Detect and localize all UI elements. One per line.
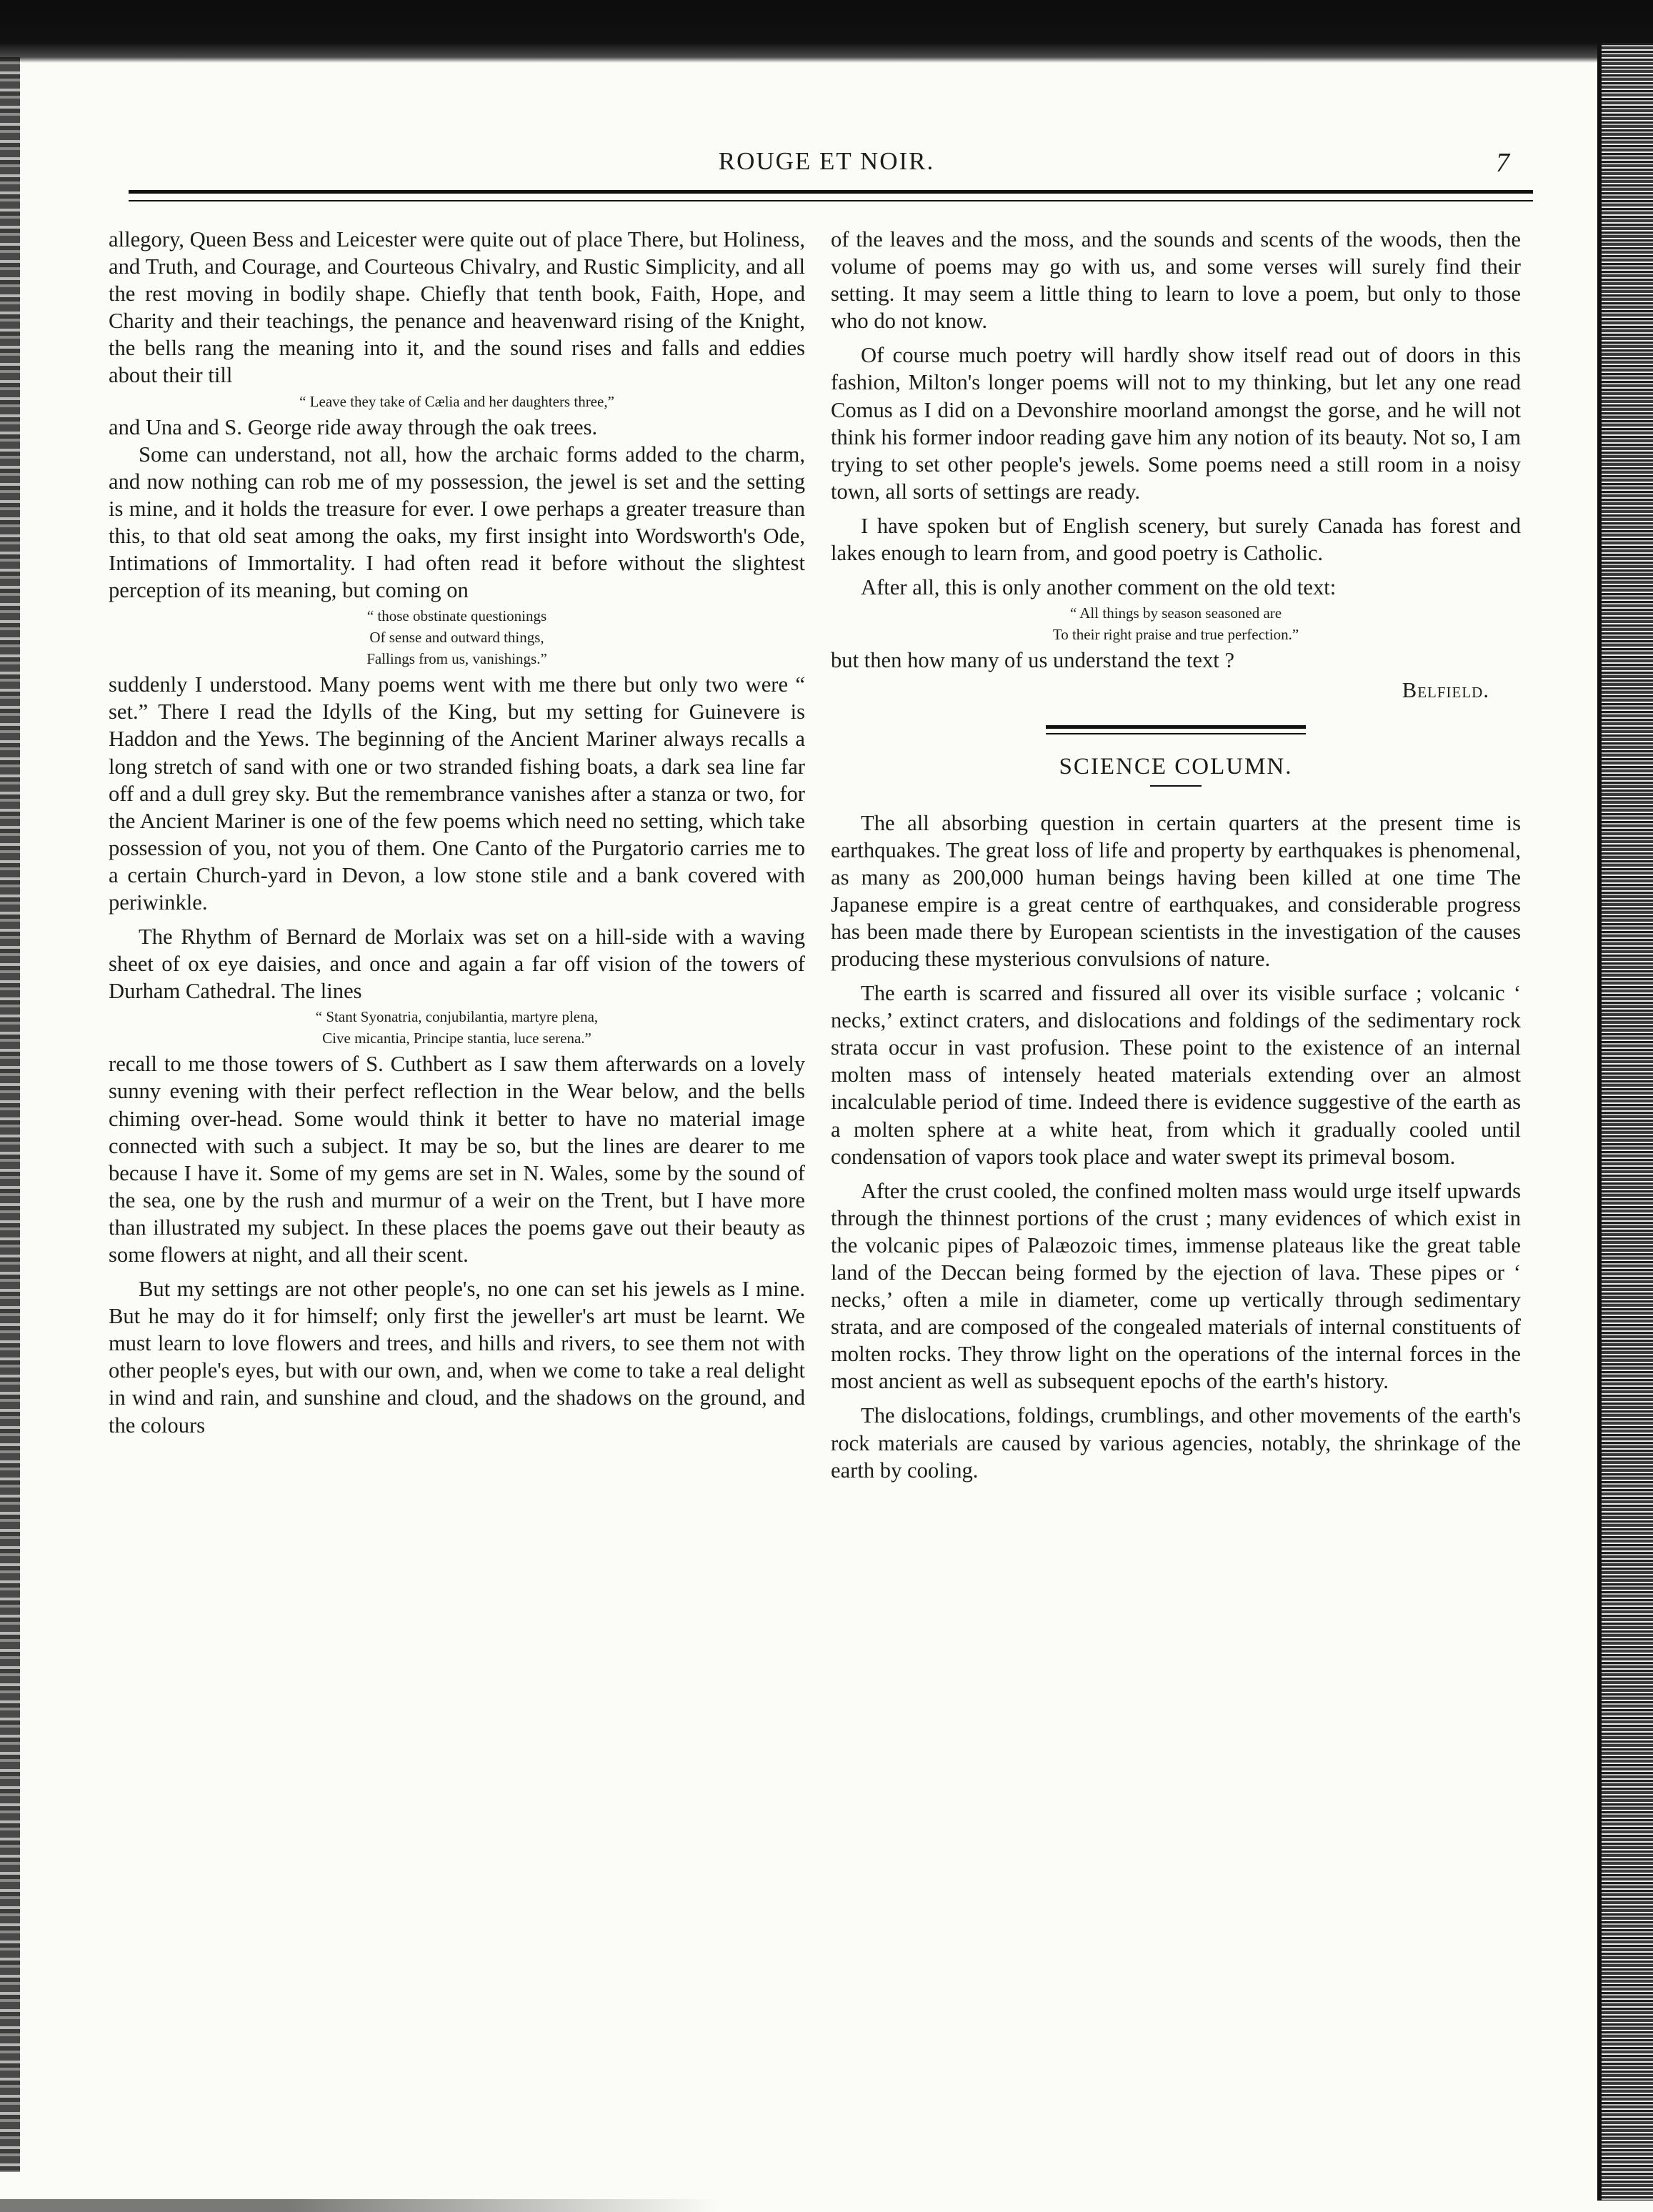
paragraph: The Rhythm of Bernard de Morlaix was set on a hill-side with a waving sheet of ox eye daisies, and once and again a far off vision of the towers of Durham Cathedral. The lines [109, 925, 805, 1004]
paragraph: I have spoken but of English scenery, but surely Canada has forest and lakes enough to learn from, and good poetry is Catholic. [831, 513, 1521, 566]
section-title: SCIENCE COLUMN. [1059, 754, 1293, 780]
verse-quote [831, 602, 1521, 645]
verse-line: “ All things by season seasoned are [1069, 604, 1282, 622]
running-header: ROUGE ET NOIR. [718, 147, 935, 175]
page-number: 7 [1496, 148, 1509, 178]
paragraph: allegory, Queen Bess and Leicester were quite out of place There, but Holiness, and Truth, and Courage, and Courteous Chivalry, and Rustic Simplicity, and all the rest moving in bodily shape. Chiefly that tenth book, Faith, Hope, and Charity and their teachings, the penance and heavenward rising of the Knight, the bells rang the meaning into it, and the sound rises and falls and eddies about their till [109, 227, 805, 388]
verse-quote [109, 605, 805, 669]
paragraph: After the crust cooled, the confined molten mass would urge itself upwards through the thinnest portions of the crust ; many evidences of which exist in the volcanic pipes of Palæozoic times, immense plateaus like the great table land of the Deccan being formed by the ejection of lava. These pipes or ‘ necks,’ often a mile in diameter, come up vertically through sedimentary strata, and are composed of the congealed materials of internal constituents of molten rocks. They throw light on the operations of the internal forces in the most ancient as well as subsequent epochs of the earth's history. [831, 1178, 1521, 1394]
paragraph: recall to me those towers of S. Cuthbert as I saw them afterwards on a lovely sunny evening with their perfect reflection in the Wear below, and the bells chiming over-head. Some would think it better to have no material image connected with such a subject. It may be so, but the lines are dearer to me because I have it. Some of my gems are set in N. Wales, some by the sound of the sea, one by the rush and murmur of a weir on the Trent, but I have more than illustrated my subject. In these places the poems gave out their beauty as some flowers at night, and all their scent. [109, 1052, 805, 1267]
verse-line: “ Leave they take of Cælia and her daughters three,” [299, 392, 614, 410]
paragraph: After all, this is only another comment on the old text: [861, 575, 1337, 600]
verse-quote [109, 391, 805, 412]
title-underline [1150, 785, 1202, 787]
verse-line: Of sense and outward things, [369, 629, 544, 647]
header-rule [129, 190, 1533, 194]
section-divider [1046, 725, 1306, 729]
paragraph: The dislocations, foldings, crumblings, and other movements of the earth's rock materials are caused by various agencies, notably, the shrinkage of the earth by cooling. [831, 1403, 1521, 1483]
paragraph: and Una and S. George ride away through the oak trees. [109, 414, 598, 439]
scan-right-edge [1597, 43, 1653, 2201]
paragraph: The all absorbing question in certain quarters at the present time is earthquakes. The great loss of life and property by earthquakes is phenomenal, as many as 200,000 human beings having been killed at one time The Japanese empire is a great centre of earthquakes, and considerable progress has been made there by European scientists in the investigation of the causes producing these mysterious convulsions of nature. [831, 810, 1521, 971]
paragraph: But my settings are not other people's, no one can set his jewels as I mine. But he may do it for himself; only first the jeweller's art must be learnt. We must learn to love flowers and trees, and hills and rivers, to see them not with other people's eyes, but with our own, and, when we come to take a real delight in wind and rain, and sunshine and cloud, and the shadows on the ground, and the colours [109, 1277, 805, 1438]
right-column [831, 226, 1521, 1484]
paragraph: Of course much poetry will hardly show itself read out of doors in this fashion, Milton's longer poems will not to my thinking, but let any one read Comus as I did on a Devonshire moorland amongst the gorse, and he will not think his former indoor reading gave him any notion of its beauty. Not so, I am trying to set other people's jewels. Some poems need a still room in a noisy town, all sorts of settings are ready. [831, 343, 1521, 504]
verse-line: To their right praise and true perfection.” [1052, 626, 1299, 644]
verse-line: “ those obstinate questionings [366, 607, 547, 625]
paragraph: but then how many of us understand the text ? [831, 648, 1235, 673]
scan-left-edge [0, 57, 20, 2172]
paragraph: suddenly I understood. Many poems went with me there but only two were “ set.” There I read the Idylls of the King, but my setting for Guinevere is Haddon and the Yews. The beginning of the Ancient Mariner always recalls a long stretch of sand with one or two stranded fishing boats, a dark sea line far off and a dull grey sky. But the remembrance vanishes after a stanza or two, for the Ancient Mariner is one of the few poems which need no setting, which take possession of you, not you of them. One Canto of the Purgatorio carries me to a certain Church-yard in Devon, a low stone stile and a bank covered with periwinkle. [109, 672, 805, 915]
author-signature: Belfield. [1402, 678, 1489, 703]
scan-top-border [0, 0, 1653, 63]
section-divider-thin [1046, 733, 1306, 734]
verse-line: Fallings from us, vanishings.” [366, 650, 547, 668]
verse-line: Cive micantia, Principe stantia, luce serena.” [322, 1030, 591, 1047]
verse-quote [109, 1006, 805, 1049]
scan-bottom-edge [0, 2199, 1597, 2212]
paragraph: The earth is scarred and fissured all over its visible surface ; volcanic ‘ necks,’ extinct craters, and dislocations and foldings of the sedimentary rock strata occur in vast profusion. These point to the existence of an internal molten mass of intensely heated materials extending over an almost incalculable period of time. Indeed there is evidence suggestive of the earth as a molten sphere at a white heat, from which it gradually cooled until condensation of vapors took place and water swept its primeval bosom. [831, 981, 1521, 1169]
verse-line: “ Stant Syonatria, conjubilantia, martyre plena, [315, 1008, 599, 1026]
header-rule-thin [129, 200, 1533, 201]
paragraph: Some can understand, not all, how the archaic forms added to the charm, and now nothing can rob me of my possession, the jewel is set and the setting is mine, and it holds the treasure for ever. I owe perhaps a greater treasure than this, to that old seat among the oaks, my first insight into Wordsworth's Ode, Intimations of Immortality. I had often read it before without the slightest perception of its meaning, but coming on [109, 442, 805, 603]
paragraph: of the leaves and the moss, and the sounds and scents of the woods, then the volume of poems may go with us, and some verses will surely find their setting. It may seem a little thing to learn to love a poem, but only to those who do not know. [831, 227, 1521, 334]
left-column [109, 226, 805, 1439]
